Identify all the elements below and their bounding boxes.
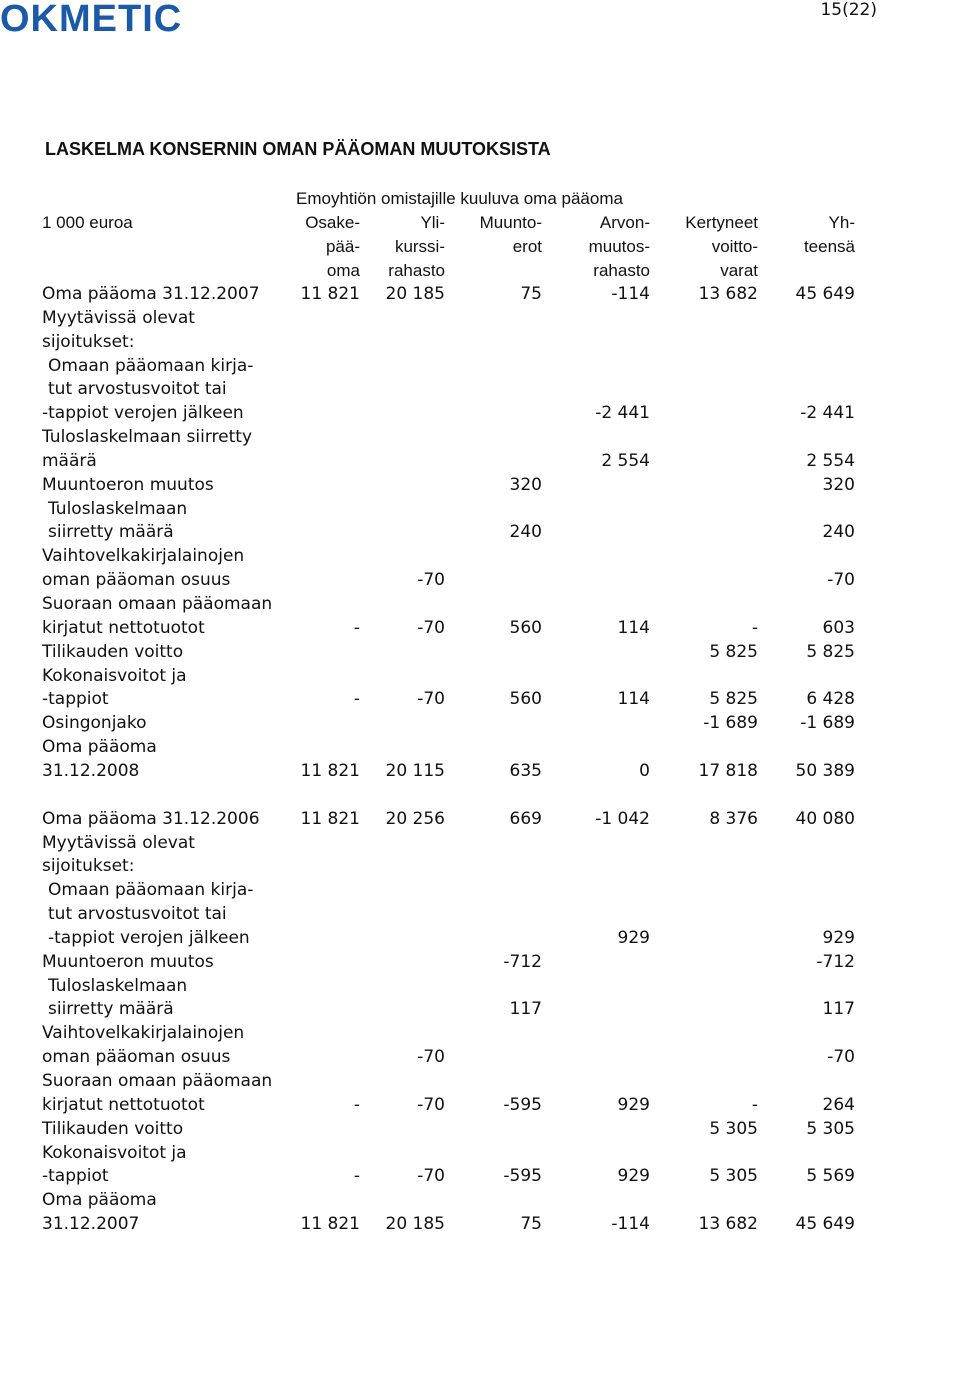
cell-value: -1 689 (703, 713, 758, 734)
cell-value: - (353, 1166, 360, 1187)
table-row (0, 974, 960, 998)
cell-value: -1 689 (800, 713, 855, 734)
table-row (0, 950, 960, 974)
page-number: 15(22) (820, 0, 877, 20)
column-header-line: Osake- (305, 213, 360, 232)
column-header-line: kurssi- (394, 237, 445, 256)
cell-value: 929 (617, 927, 650, 948)
row-label: Tuloslaskelmaan (48, 975, 188, 996)
cell-value: -70 (417, 689, 445, 710)
table-row (0, 640, 960, 664)
cell-value: -1 042 (595, 808, 650, 829)
table-row (0, 544, 960, 568)
row-label: Oma pääoma (42, 737, 157, 758)
page-title: LASKELMA KONSERNIN OMAN PÄÄOMAN MUUTOKSISTA (45, 139, 551, 159)
table-row (0, 354, 960, 378)
table-row (0, 664, 960, 688)
column-header-line: varat (720, 261, 758, 280)
cell-value: -70 (417, 1047, 445, 1068)
table-row (0, 497, 960, 521)
table-row (0, 878, 960, 902)
row-label: Kokonaisvoitot ja (42, 1142, 187, 1163)
cell-value: -2 441 (595, 403, 650, 424)
row-label: sijoitukset: (42, 331, 135, 352)
column-header-line: pää- (325, 237, 360, 256)
cell-value: 240 (822, 522, 855, 543)
cell-value: 45 649 (795, 284, 855, 304)
cell-value: -114 (611, 1214, 650, 1235)
column-header-line: erot (512, 237, 542, 256)
table-row (0, 759, 960, 783)
column-header-line: oma (326, 261, 360, 280)
row-label: Suoraan omaan pääomaan (42, 1071, 273, 1091)
row-label: Myytävissä olevat (42, 307, 195, 328)
cell-value: -70 (417, 1166, 445, 1187)
column-header-line: Yh- (828, 213, 855, 232)
row-label: tut arvostusvoitot tai (48, 904, 227, 925)
cell-value: 929 (822, 927, 855, 948)
table-row (0, 854, 960, 878)
cell-value: - (751, 1094, 758, 1115)
table-row (0, 425, 960, 449)
table-row (0, 1212, 960, 1236)
cell-value: 20 256 (385, 808, 445, 829)
cell-value: 5 305 (806, 1118, 855, 1139)
cell-value: 11 821 (300, 760, 360, 781)
row-label: kirjatut nettotuotot (42, 617, 205, 638)
cell-value: 75 (520, 1214, 542, 1235)
cell-value: 5 305 (709, 1118, 758, 1139)
row-label: Omaan pääomaan kirja- (48, 355, 254, 376)
cell-value: 2 554 (806, 450, 855, 471)
column-header-line: teensä (803, 237, 855, 256)
table-row (0, 1021, 960, 1045)
cell-value: 17 818 (698, 760, 758, 781)
company-logo: OKMETIC (0, 0, 183, 40)
row-label: Kokonaisvoitot ja (42, 665, 187, 686)
row-label: siirretty määrä (48, 999, 174, 1020)
cell-value: 13 682 (698, 1214, 758, 1235)
table-row (0, 807, 960, 831)
column-header-line: rahasto (388, 261, 445, 280)
row-label: Oma pääoma 31.12.2007 (42, 284, 260, 304)
row-label: Tilikauden voitto (42, 1118, 184, 1139)
table-row (0, 997, 960, 1021)
cell-value: 13 682 (698, 284, 758, 304)
column-header-line: rahasto (593, 261, 650, 280)
row-label: Muuntoeron muutos (42, 474, 214, 495)
table-row (0, 1045, 960, 1069)
row-label: Oma pääoma 31.12.2006 (42, 808, 260, 829)
cell-value: -712 (503, 951, 542, 972)
row-label: Tilikauden voitto (42, 641, 184, 662)
table-row (0, 449, 960, 473)
row-label: 31.12.2008 (42, 760, 140, 781)
table-row (0, 1164, 960, 1188)
table-row (0, 1069, 960, 1093)
cell-value: 320 (822, 474, 855, 495)
cell-value: 2 554 (601, 450, 650, 471)
cell-value: 40 080 (795, 808, 855, 829)
table-row (0, 306, 960, 330)
table-row (0, 902, 960, 926)
cell-value: 20 185 (385, 284, 445, 304)
cell-value: 669 (509, 808, 542, 829)
row-label: sijoitukset: (42, 856, 135, 877)
table-row (0, 711, 960, 735)
cell-value: 560 (509, 689, 542, 710)
cell-value: 5 825 (709, 641, 758, 662)
row-label: -tappiot verojen jälkeen (42, 403, 244, 424)
cell-value: -595 (503, 1094, 542, 1115)
cell-value: 603 (822, 617, 855, 638)
table-row (0, 1188, 960, 1212)
table-row (0, 831, 960, 855)
table-row (0, 377, 960, 401)
cell-value: 635 (509, 760, 542, 781)
row-label: Omaan pääomaan kirja- (48, 880, 254, 901)
table-row (0, 735, 960, 759)
cell-value: 11 821 (300, 284, 360, 304)
cell-value: 50 389 (795, 760, 855, 781)
equity-table (0, 282, 960, 1236)
cell-value: 320 (509, 474, 542, 495)
row-label: kirjatut nettotuotot (42, 1094, 205, 1115)
table-row (0, 926, 960, 950)
row-label: oman pääoman osuus (42, 570, 231, 591)
cell-value: - (353, 617, 360, 638)
row-label: Suoraan omaan pääomaan (42, 593, 273, 614)
row-label: Osingonjako (42, 713, 147, 734)
row-label: Muuntoeron muutos (42, 951, 214, 972)
row-label: -tappiot verojen jälkeen (48, 927, 250, 948)
cell-value: 8 376 (709, 808, 758, 829)
cell-value: -70 (827, 1047, 855, 1068)
row-label: Vaihtovelkakirjalainojen (42, 546, 245, 567)
cell-value: -70 (417, 1094, 445, 1115)
row-label: siirretty määrä (48, 522, 174, 543)
cell-value: -2 441 (800, 403, 855, 424)
cell-value: 11 821 (300, 808, 360, 829)
cell-value: 5 305 (709, 1166, 758, 1187)
cell-value: 240 (509, 522, 542, 543)
table-row (0, 687, 960, 711)
cell-value: -70 (417, 570, 445, 591)
cell-value: 5 825 (709, 689, 758, 710)
cell-value: -595 (503, 1166, 542, 1187)
row-label: -tappiot (42, 689, 109, 710)
column-header-line: Arvon- (599, 213, 650, 232)
cell-value: 45 649 (795, 1214, 855, 1235)
cell-value: 264 (822, 1094, 855, 1115)
group-header: Emoyhtiön omistajille kuuluva oma pääoma (296, 189, 623, 208)
cell-value: -70 (417, 617, 445, 638)
cell-value: 20 185 (385, 1214, 445, 1235)
cell-value: 0 (639, 760, 650, 781)
cell-value: -712 (816, 951, 855, 972)
column-header-line: muutos- (588, 237, 650, 256)
table-row (0, 520, 960, 544)
table-row (0, 1117, 960, 1141)
cell-value: - (353, 1094, 360, 1115)
cell-value: 114 (617, 689, 650, 710)
cell-value: -70 (827, 570, 855, 591)
cell-value: - (751, 617, 758, 638)
table-row (0, 568, 960, 592)
table-row (0, 1141, 960, 1165)
unit-label: 1 000 euroa (42, 213, 133, 232)
table-row (0, 282, 960, 306)
row-label: Myytävissä olevat (42, 832, 195, 853)
table-row (0, 1093, 960, 1117)
table-row (0, 330, 960, 354)
cell-value: -114 (611, 284, 650, 304)
column-header-line: Yli- (420, 213, 445, 232)
cell-value: 929 (617, 1094, 650, 1115)
row-label: Tuloslaskelmaan (48, 498, 188, 519)
row-label: Oma pääoma (42, 1190, 157, 1211)
cell-value: 929 (617, 1166, 650, 1187)
row-label: 31.12.2007 (42, 1214, 140, 1235)
cell-value: - (353, 689, 360, 710)
cell-value: 5 569 (806, 1166, 855, 1187)
row-label: tut arvostusvoitot tai (48, 379, 227, 400)
column-header-line: Kertyneet (685, 213, 758, 232)
cell-value: 75 (520, 284, 542, 304)
table-row (0, 592, 960, 616)
cell-value: 117 (509, 999, 542, 1020)
row-label: Tuloslaskelmaan siirretty (42, 427, 253, 448)
row-label: oman pääoman osuus (42, 1047, 231, 1068)
row-label: määrä (42, 450, 97, 471)
cell-value: 11 821 (300, 1214, 360, 1235)
table-row (0, 473, 960, 497)
table-row (0, 616, 960, 640)
cell-value: 560 (509, 617, 542, 638)
cell-value: 117 (822, 999, 855, 1020)
table-row (0, 401, 960, 425)
column-header-line: Muunto- (479, 213, 542, 232)
cell-value: 6 428 (806, 689, 855, 710)
cell-value: 114 (617, 617, 650, 638)
section-spacer (0, 783, 960, 807)
column-header-line: voitto- (711, 237, 758, 256)
cell-value: 20 115 (385, 760, 445, 781)
row-label: -tappiot (42, 1166, 109, 1187)
cell-value: 5 825 (806, 641, 855, 662)
row-label: Vaihtovelkakirjalainojen (42, 1023, 245, 1044)
